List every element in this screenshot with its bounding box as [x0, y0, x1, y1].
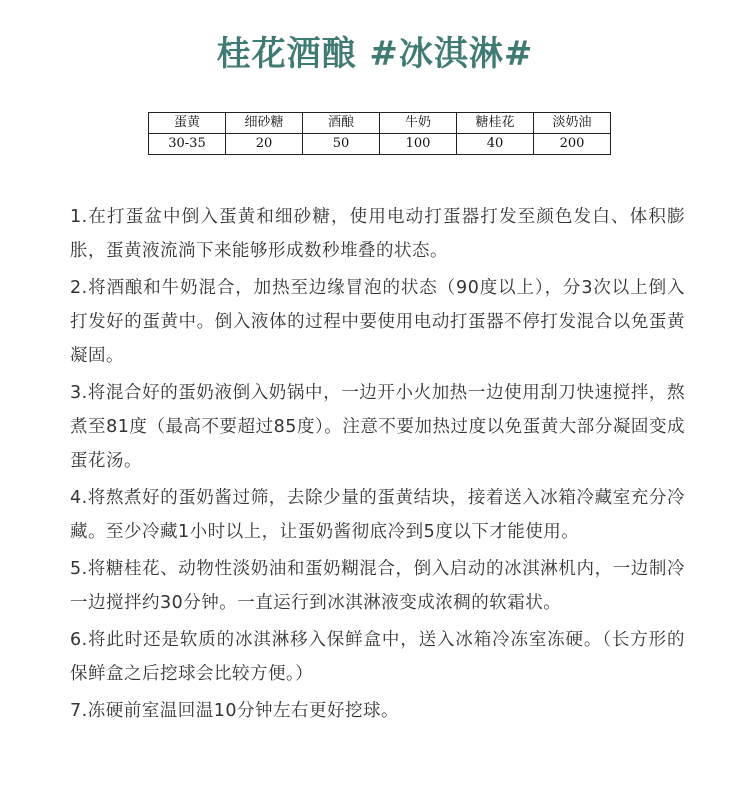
- table-header-row: [149, 113, 611, 134]
- table-header-cell: 糖桂花: [457, 113, 534, 134]
- table-cell: 50: [303, 134, 380, 155]
- table-header-cell: 牛奶: [380, 113, 457, 134]
- step-5: 5.将糖桂花、动物性淡奶油和蛋奶糊混合，倒入启动的冰淇淋机内，一边制冷一边搅拌约30分钟。一直运行到冰淇淋液变成浓稠的软霜状。: [70, 559, 685, 613]
- step-6: 6.将此时还是软质的冰淇淋移入保鲜盒中，送入冰箱冷冻室冻硬。（长方形的保鲜盒之后挖球会比较方便。）: [70, 630, 685, 684]
- table-cell: 30-35: [149, 134, 226, 155]
- recipe-title: 桂花酒酿 #冰淇淋#: [216, 34, 534, 74]
- recipe-steps: [70, 200, 685, 731]
- table-cell: 100: [380, 134, 457, 155]
- step-7: 7.冻硬前室温回温10分钟左右更好挖球。: [70, 701, 399, 721]
- step-3: 3.将混合好的蛋奶液倒入奶锅中，一边开小火加热一边使用刮刀快速搅拌，熬煮至81度（最高不要超过85度）。注意不要加热过度以免蛋黄大部分凝固变成蛋花汤。: [70, 383, 685, 471]
- table-cell: 40: [457, 134, 534, 155]
- table-header-cell: 蛋黄: [149, 113, 226, 134]
- table-header-cell: 淡奶油: [534, 113, 611, 134]
- ingredients-table: [148, 112, 611, 155]
- step-4: 4.将熬煮好的蛋奶酱过筛，去除少量的蛋黄结块，接着送入冰箱冷藏室充分冷藏。至少冷藏1小时以上，让蛋奶酱彻底冷到5度以下才能使用。: [70, 488, 685, 542]
- table-cell: 20: [226, 134, 303, 155]
- table-cell: 200: [534, 134, 611, 155]
- table-row: [149, 134, 611, 155]
- table-header-cell: 酒酿: [303, 113, 380, 134]
- step-1: 1.在打蛋盆中倒入蛋黄和细砂糖，使用电动打蛋器打发至颜色发白、体积膨胀，蛋黄液流淌下来能够形成数秒堆叠的状态。: [70, 207, 685, 261]
- step-2: 2.将酒酿和牛奶混合，加热至边缘冒泡的状态（90度以上），分3次以上倒入打发好的蛋黄中。倒入液体的过程中要使用电动打蛋器不停打发混合以免蛋黄凝固。: [70, 278, 685, 366]
- table-header-cell: 细砂糖: [226, 113, 303, 134]
